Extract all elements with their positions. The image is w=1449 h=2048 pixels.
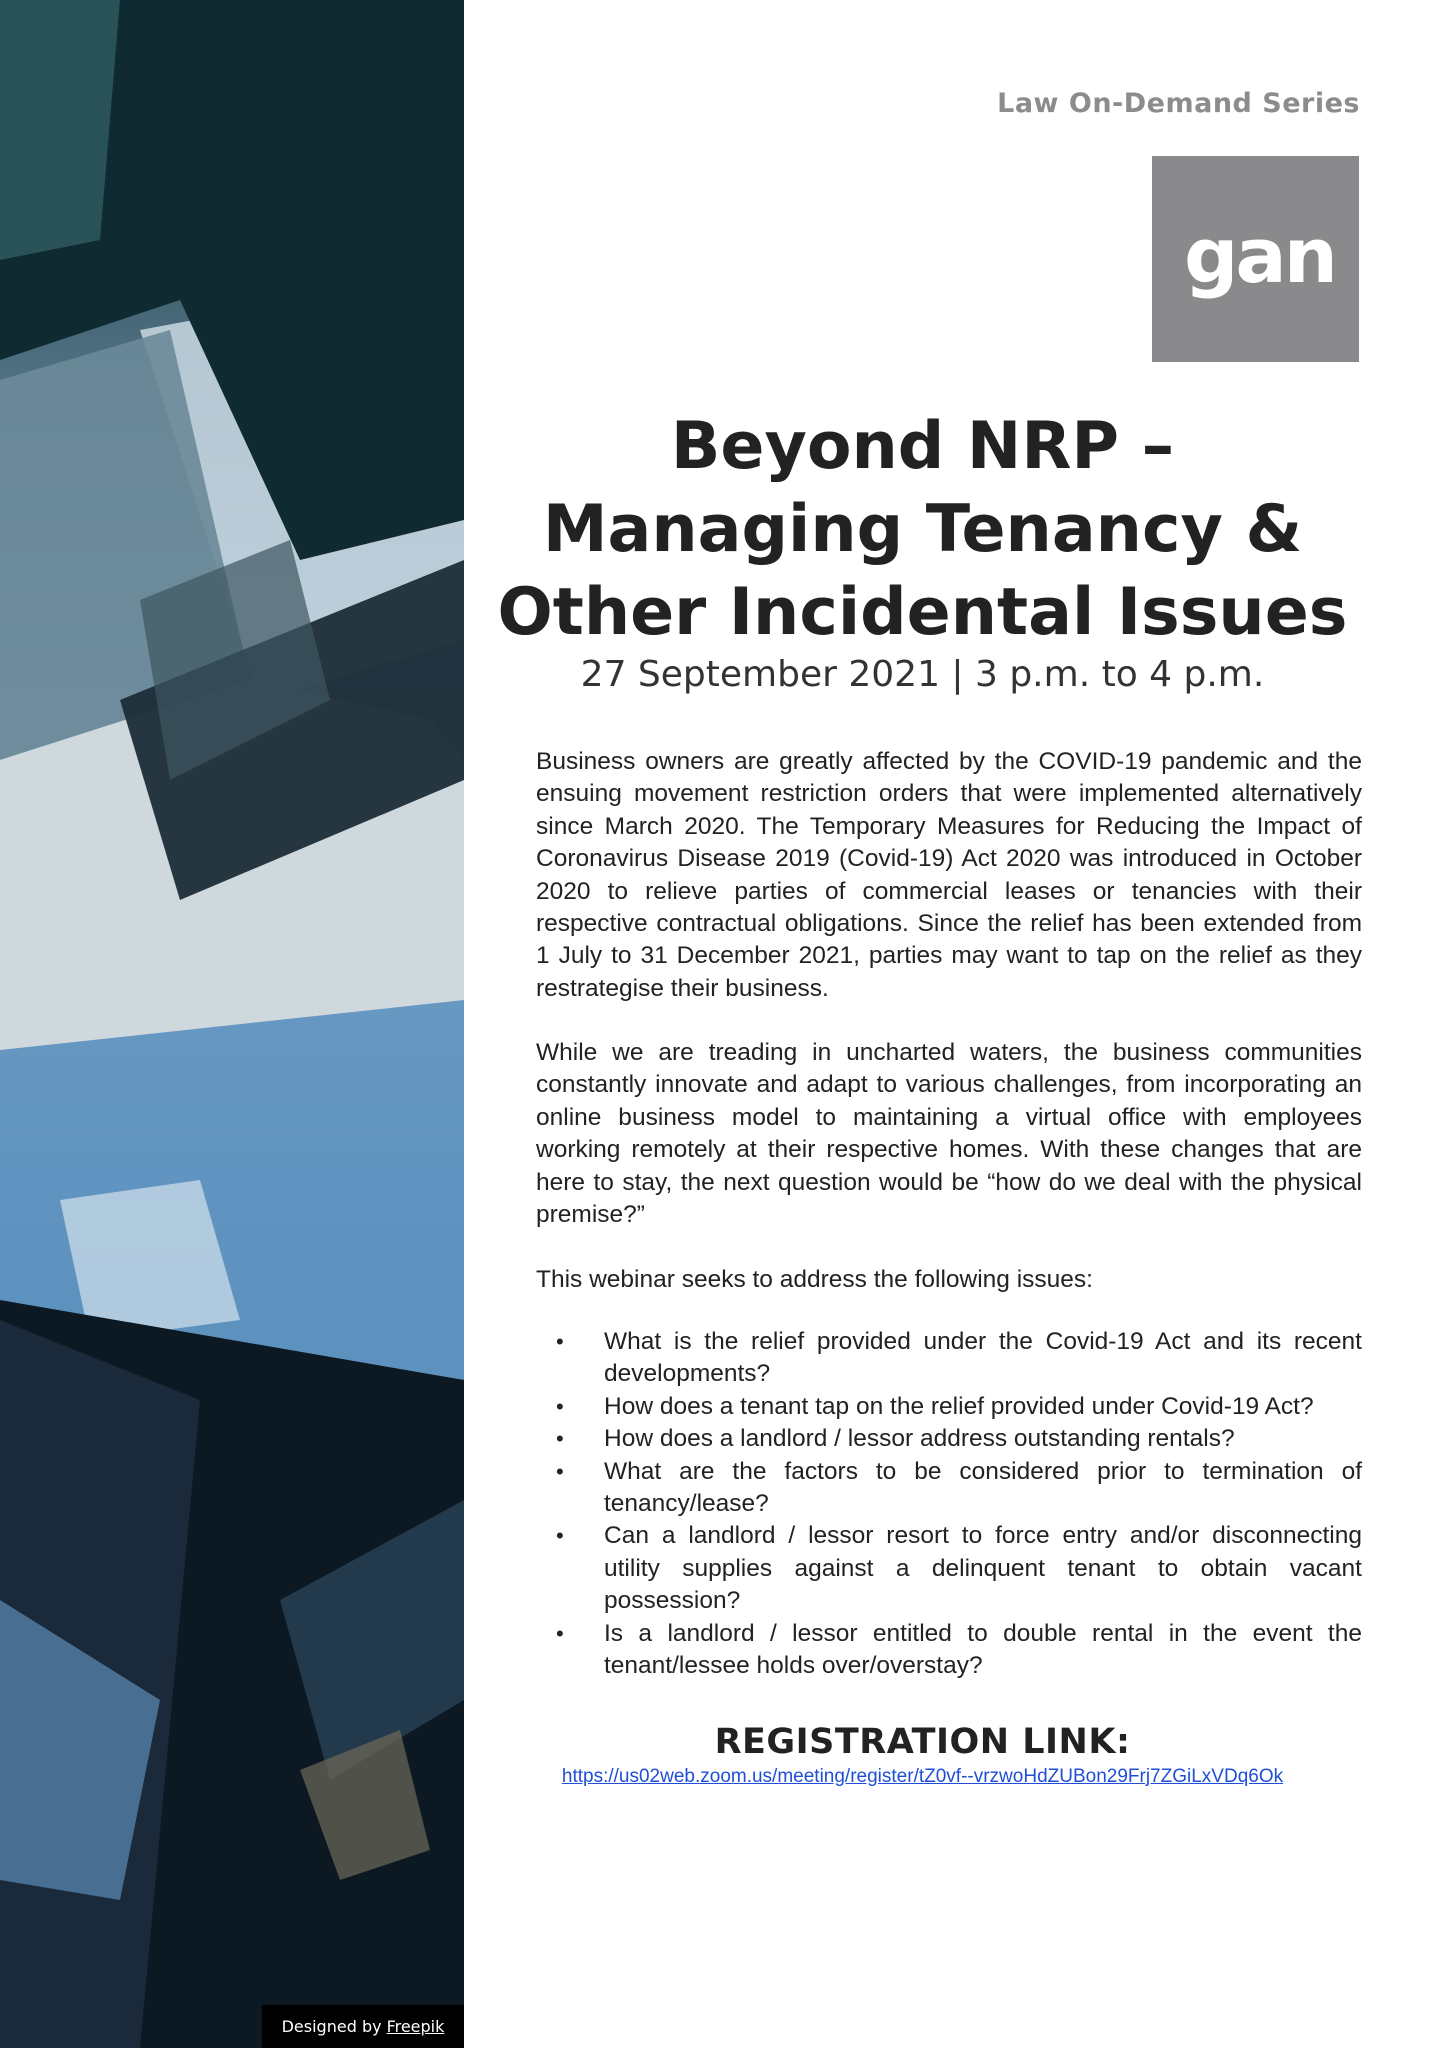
bullet-icon: • — [556, 1426, 564, 1452]
photo-credit — [262, 2005, 464, 2048]
issue-text: Is a landlord / lessor entitled to double rental in the event the tenant/lessee holds over/overstay? — [604, 1619, 1362, 1680]
skyscraper-illustration — [0, 0, 464, 2048]
logo-text: gan — [1184, 211, 1335, 300]
issue-text: What is the relief provided under the Covid-19 Act and its recent developments? — [604, 1328, 1362, 1388]
issue-text: How does a landlord / lessor address outstanding rentals? — [604, 1425, 1235, 1453]
list-item — [536, 1520, 1362, 1617]
issues-list — [536, 1326, 1362, 1682]
bullet-icon: • — [556, 1329, 564, 1354]
firm-logo — [1152, 156, 1359, 362]
issues-intro: This webinar seeks to address the following issues: — [536, 1266, 1093, 1293]
bullet-icon: • — [556, 1458, 564, 1484]
list-item — [536, 1423, 1362, 1455]
title-line-1: Beyond NRP – — [670, 409, 1175, 484]
list-item — [536, 1618, 1362, 1683]
event-date: 27 September 2021 | 3 p.m. to 4 p.m. — [580, 654, 1265, 695]
issue-text: What are the factors to be considered prior to termination of tenancy/lease? — [604, 1457, 1362, 1518]
issue-text: Can a landlord / lessor resort to force entry and/or disconnecting utility supplies against a delinquent tenant to obtain vacant possession? — [604, 1522, 1362, 1615]
event-title — [470, 405, 1375, 654]
list-item — [536, 1456, 1362, 1521]
intro-paragraph: Business owners are greatly affected by the COVID-19 pandemic and the ensuing movement restriction orders that were implemented alternatively since March 2020. The Temporary Measures for Reducing the Impact of Coronavirus Disease 2019 (Covid-19) Act 2020 was introduced in October 2020 to relieve parties of commercial leases or tenancies with their respective contractual obligations. Since the relief has been extended from 1 July to 31 December 2021, parties may want to tap on the relief as they restrategise their business. — [536, 748, 1362, 1002]
registration-link[interactable]: https://us02web.zoom.us/meeting/register/tZ0vf--vrzwoHdZUBon29Frj7ZGiLxVDq6Ok — [561, 1766, 1284, 1787]
cover-photo — [0, 0, 464, 2048]
issue-text: How does a tenant tap on the relief provided under Covid-19 Act? — [604, 1392, 1314, 1420]
title-line-3: Other Incidental Issues — [497, 575, 1348, 650]
title-line-2: Managing Tenancy & — [542, 492, 1303, 567]
list-item — [536, 1326, 1362, 1391]
registration-heading: REGISTRATION LINK: — [714, 1722, 1131, 1762]
credit-prefix: Designed by — [281, 2017, 382, 2036]
list-item — [536, 1391, 1362, 1423]
series-label: Law On-Demand Series — [997, 88, 1360, 119]
bullet-icon: • — [556, 1393, 564, 1419]
context-paragraph: While we are treading in uncharted waters, the business communities constantly innovate and adapt to various challenges, from incorporating an online business model to maintaining a virtual office with employees working remotely at their respective homes. With these changes that are here to stay, the next question would be “how do we deal with the physical premise?” — [536, 1039, 1362, 1229]
freepik-link[interactable]: Freepik — [386, 2017, 445, 2036]
bullet-icon: • — [556, 1523, 564, 1549]
bullet-icon: • — [556, 1620, 564, 1646]
